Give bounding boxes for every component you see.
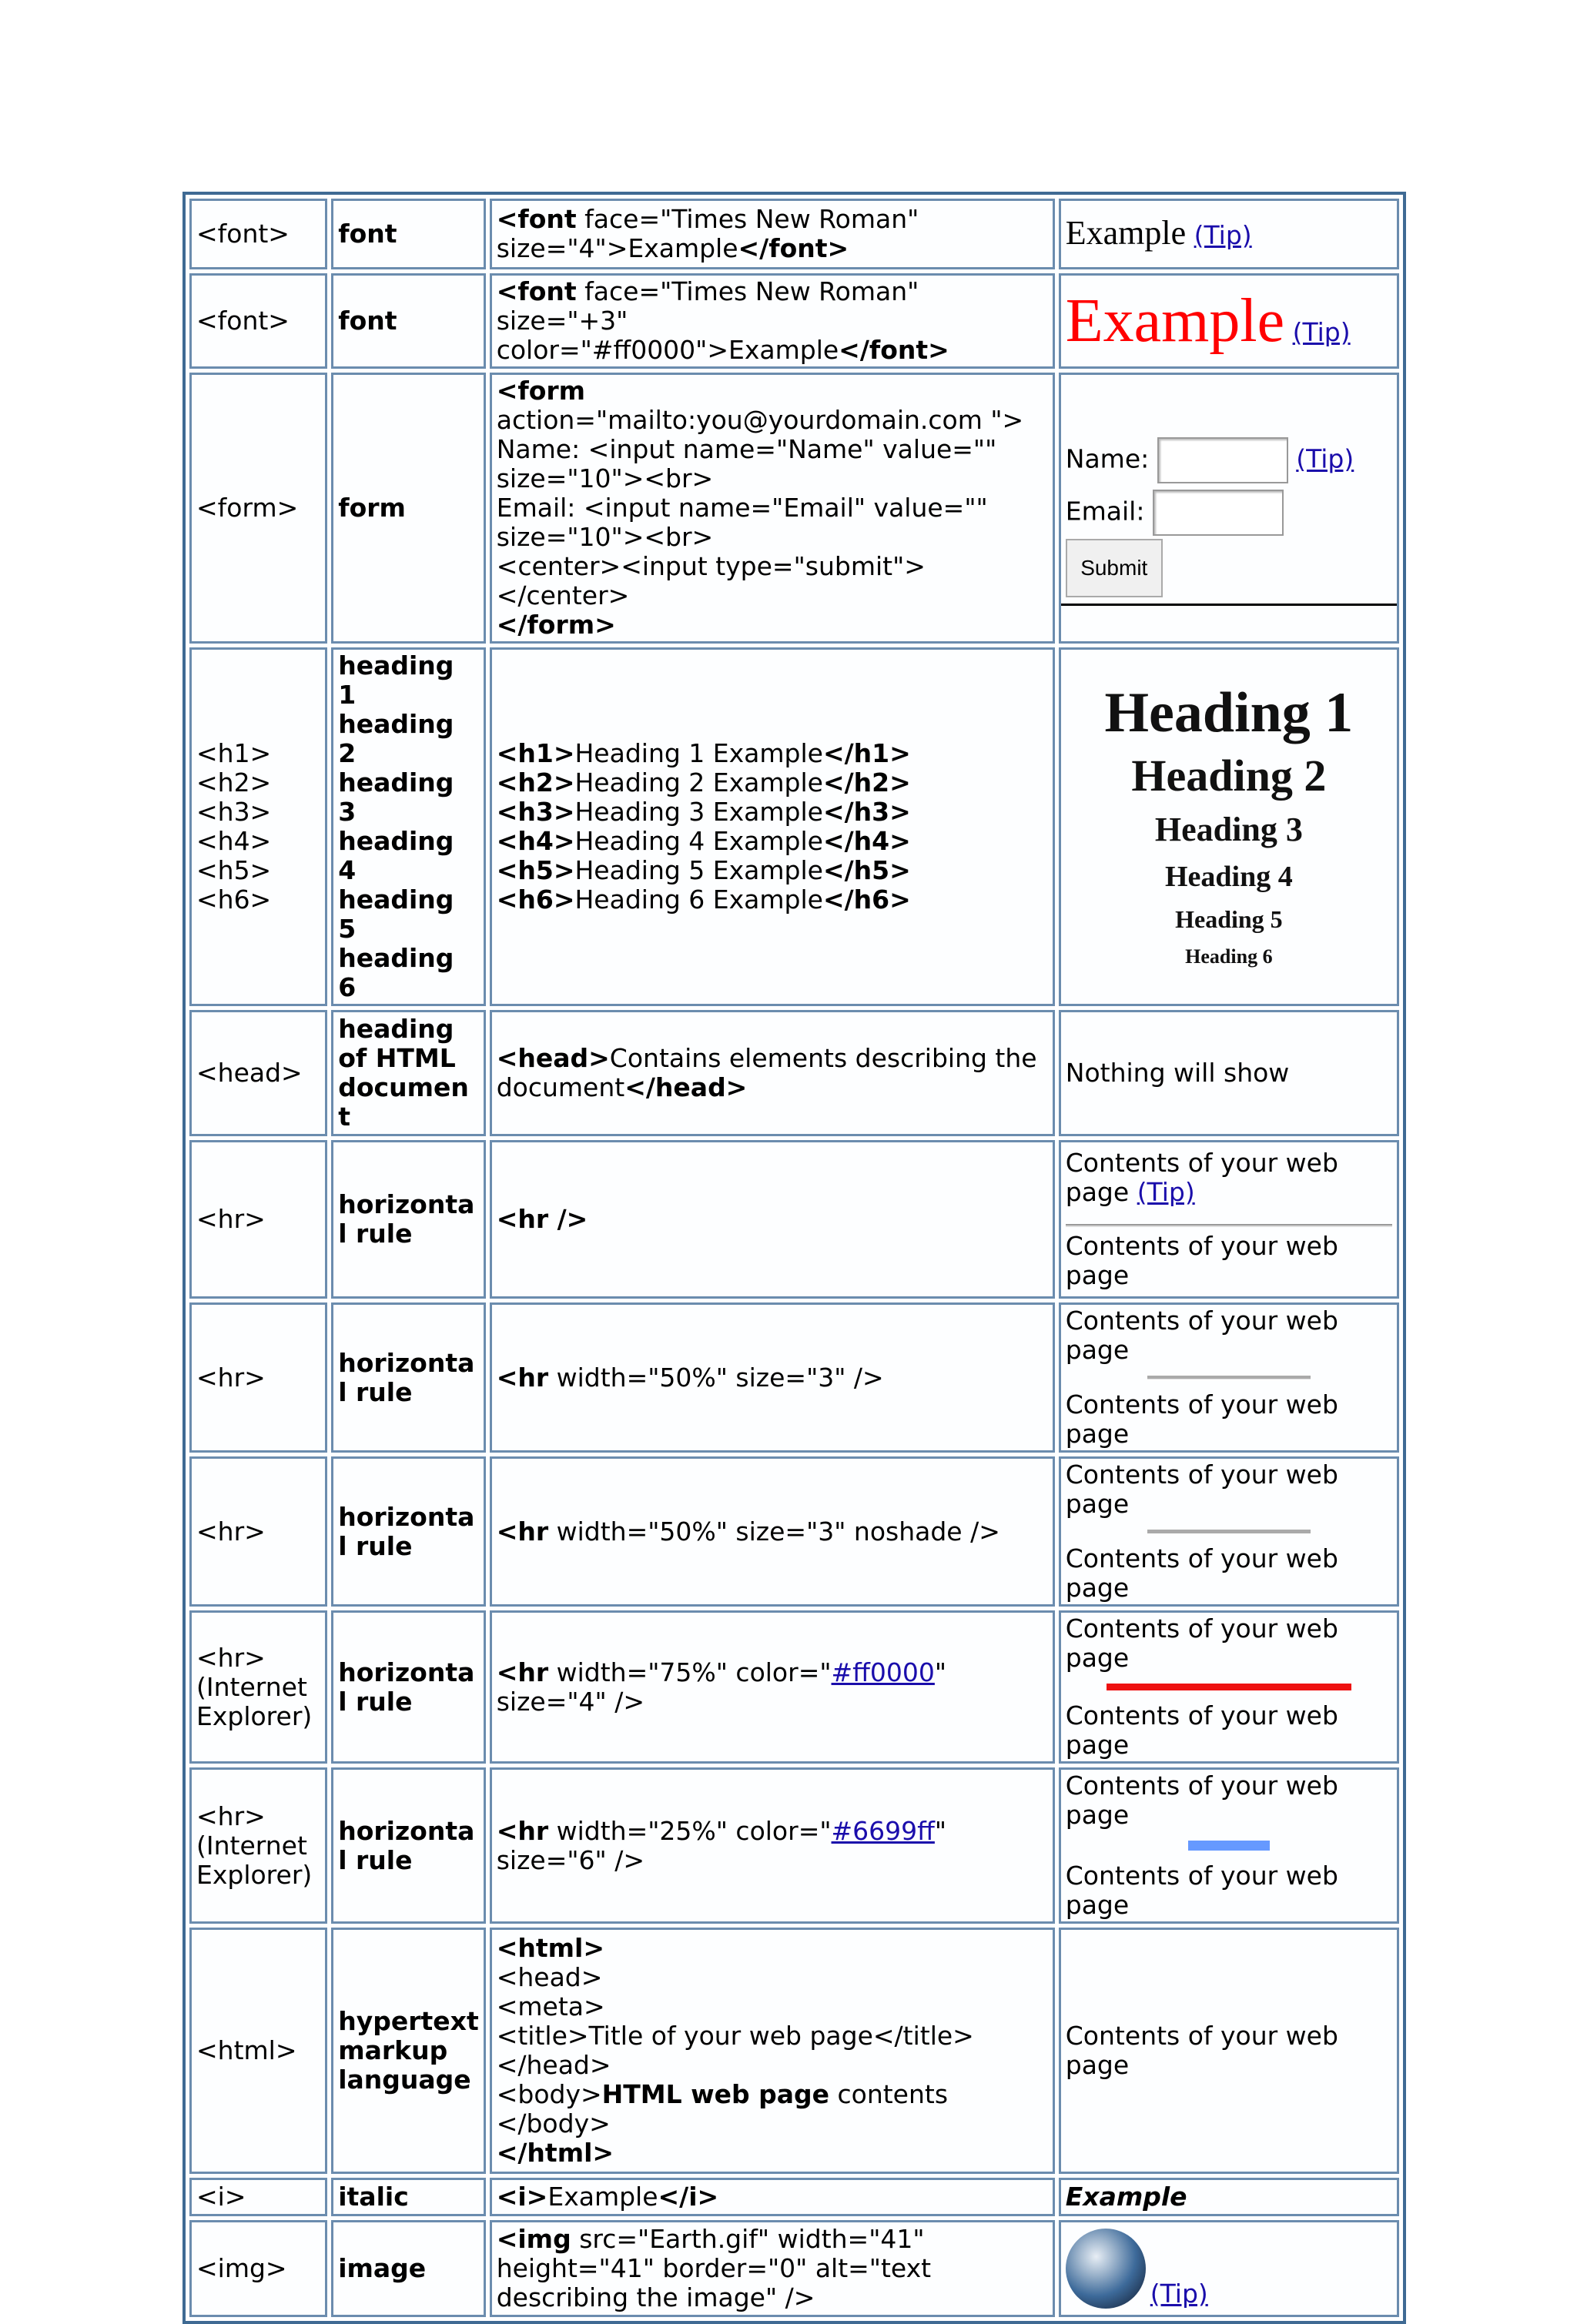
heading-5-example: Heading 5 [1175,905,1283,933]
tag-cell: <hr> (Internet Explorer) [189,1767,327,1924]
example-cell: Contents of your web page Contents of your web page [1059,1302,1399,1453]
tag-cell: <font> [189,273,327,369]
tag-cell: <i> [189,2178,327,2216]
code-cell: <hr width="50%" size="3" noshade /> [490,1456,1055,1607]
example-cell [1059,647,1399,1006]
tag-cell: <hr> [189,1140,327,1299]
table-row [189,2220,1399,2317]
example-cell [1059,2220,1399,2317]
example-cell: Contents of your web page Contents of your web page [1059,1610,1399,1764]
example-cell: Contents of your web page (Tip) Contents of your web page [1059,1140,1399,1299]
name-cell: italic [331,2178,486,2216]
red-font-example: Example [1065,287,1285,355]
table-row [189,1767,1399,1924]
code-cell: <img src="Earth.gif" width="41" height="41" border="0" alt="text describing the image" /> [490,2220,1055,2317]
table-row [189,2178,1399,2216]
name-row [1066,437,1354,483]
heading-examples [1066,679,1392,975]
name-cell: font [331,199,486,269]
form-demo [1066,416,1392,600]
example-cell: Contents of your web page Contents of your web page [1059,1767,1399,1924]
example-cell [1059,199,1399,269]
red-rule-example [1107,1684,1351,1690]
table-row [189,1456,1399,1607]
tag-cell: <head> [189,1010,327,1136]
submit-button[interactable]: Submit [1066,539,1163,597]
tip-link[interactable]: (Tip) [1292,317,1351,347]
tag-cell: <hr> (Internet Explorer) [189,1610,327,1764]
example-cell [1059,2178,1399,2216]
name-cell: image [331,2220,486,2317]
blue-rule-example [1188,1841,1270,1851]
email-row [1066,490,1284,536]
example-cell: Contents of your web page [1059,1928,1399,2174]
example-cell: Nothing will show [1059,1010,1399,1136]
code-cell: <font face="Times New Roman" size="+3" color="#ff0000">Example</font> [490,273,1055,369]
tag-cell: <font> [189,199,327,269]
italic-example: Example [1065,2182,1187,2212]
code-cell: <i>Example</i> [490,2178,1055,2216]
table-row [189,199,1399,269]
horizontal-rule-example [1066,1224,1392,1227]
code-cell: <h1>Heading 1 Example</h1> <h2>Heading 2 Example</h2> <h3>Heading 3 Example</h3> <h4>Heading 4 Example</h4> <h5>Heading 5 Example</h5> <h6>Heading 6 Example</h6> [490,647,1055,1006]
tag-cell: <form> [189,373,327,644]
name-cell: heading of HTML document [331,1010,486,1136]
code-cell: <hr /> [490,1140,1055,1299]
name-cell: form [331,373,486,644]
color-link[interactable]: #6699ff [831,1815,935,1846]
heading-2-example: Heading 2 [1131,751,1327,801]
code-cell: <head>Contains elements describing the document</head> [490,1010,1055,1136]
table-row [189,647,1399,1006]
tip-link[interactable]: (Tip) [1296,443,1354,474]
tag-cell: <img> [189,2220,327,2317]
html-reference-table [182,192,1406,2324]
name-cell: heading 1 heading 2 heading 3 heading 4 heading 5 heading 6 [331,647,486,1006]
tag-cell: <hr> [189,1302,327,1453]
name-input[interactable] [1157,437,1288,483]
table-row [189,1140,1399,1299]
email-label: Email: [1065,496,1145,527]
tip-link[interactable]: (Tip) [1150,2279,1208,2309]
table-row [189,1010,1399,1136]
code-cell: <hr width="50%" size="3" /> [490,1302,1055,1453]
table-row [189,1610,1399,1764]
name-label: Name: [1065,443,1150,474]
table-row [189,373,1399,644]
tag-cell: <hr> [189,1456,327,1607]
code-cell: <hr width="75%" color="#ff0000" size="4" /> [490,1610,1055,1764]
heading-6-example: Heading 6 [1185,945,1273,968]
name-cell: horizontal rule [331,1767,486,1924]
name-cell: horizontal rule [331,1302,486,1453]
form-divider [1061,604,1397,606]
horizontal-rule-example [1147,1530,1311,1533]
name-cell: horizontal rule [331,1610,486,1764]
code-cell: <form action="mailto:you@yourdomain.com "> Name: <input name="Name" value="" size="10"><br> Email: <input name="Email" value="" size="10"><br> <center><input type="submit"></center> </form> [490,373,1055,644]
tip-link[interactable]: (Tip) [1137,1177,1195,1207]
name-cell: hypertext markup language [331,1928,486,2174]
name-cell: horizontal rule [331,1140,486,1299]
color-link[interactable]: #ff0000 [831,1657,935,1687]
tip-link[interactable]: (Tip) [1194,219,1252,250]
heading-4-example: Heading 4 [1165,861,1293,893]
earth-image [1066,2229,1146,2309]
name-cell: horizontal rule [331,1456,486,1607]
code-cell: <font face="Times New Roman" size="4">Example</font> [490,199,1055,269]
example-cell [1059,373,1399,644]
email-input[interactable] [1153,490,1284,536]
table-row [189,1302,1399,1453]
font-example: Example [1065,213,1187,252]
tag-cell: <html> [189,1928,327,2174]
example-cell: Contents of your web page Contents of your web page [1059,1456,1399,1607]
heading-1-example: Heading 1 [1104,681,1354,744]
heading-3-example: Heading 3 [1154,811,1303,848]
name-cell: font [331,273,486,369]
code-cell: <html> <head> <meta> <title>Title of your web page</title> </head> <body>HTML web page contents </body> </html> [490,1928,1055,2174]
tag-cell: <h1> <h2> <h3> <h4> <h5> <h6> [189,647,327,1006]
horizontal-rule-example [1147,1376,1311,1379]
table-row [189,273,1399,369]
example-cell [1059,273,1399,369]
table-row [189,1928,1399,2174]
code-cell: <hr width="25%" color="#6699ff" size="6" /> [490,1767,1055,1924]
